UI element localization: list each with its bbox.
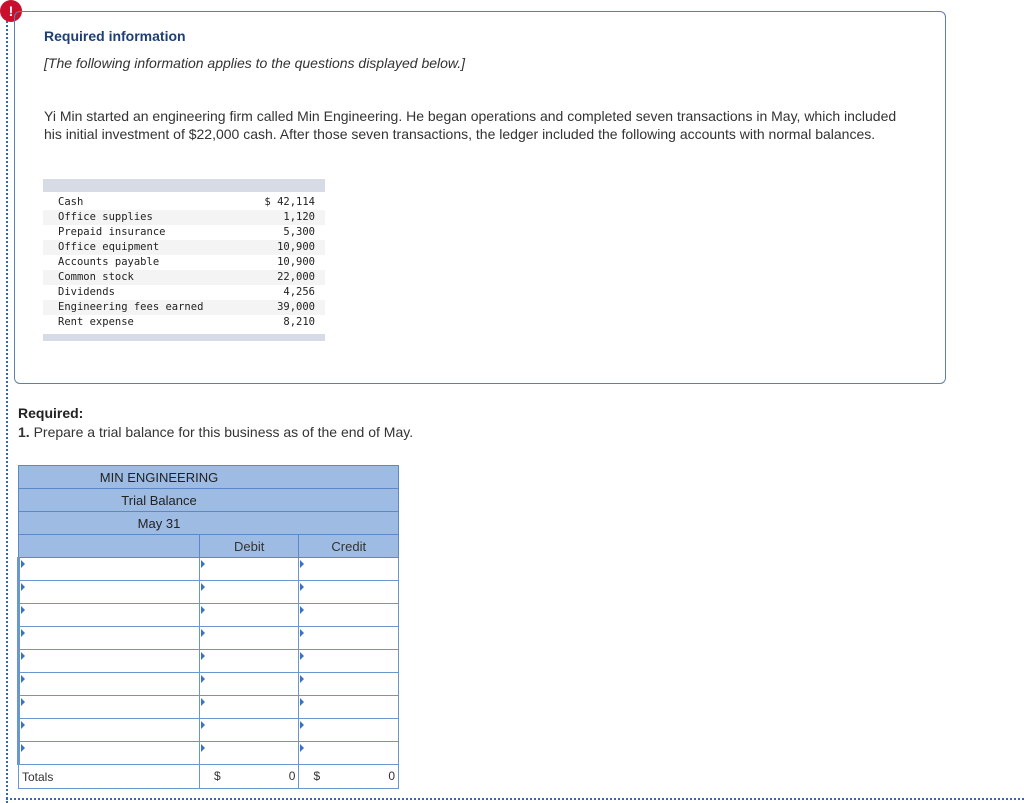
ledger-row xyxy=(43,285,325,300)
info-title: Required information xyxy=(44,28,186,44)
ledger-account-name: Office equipment xyxy=(58,241,160,253)
tb-header-fill xyxy=(299,489,399,512)
tb-entry-row xyxy=(19,581,399,604)
ledger-account-amount: 5,300 xyxy=(283,226,315,238)
ledger-row xyxy=(43,210,325,225)
ledger-account-name: Engineering fees earned xyxy=(58,301,204,313)
company-name-text: MIN ENGINEERING xyxy=(99,469,219,485)
debit-amount-input[interactable] xyxy=(199,673,299,696)
ledger-row xyxy=(43,195,325,210)
ledger-account-name: Accounts payable xyxy=(58,256,160,268)
totals-label: Totals xyxy=(19,765,200,789)
tb-entry-row xyxy=(19,604,399,627)
debit-amount-input[interactable] xyxy=(199,627,299,650)
ledger-row xyxy=(43,225,325,240)
account-name-input[interactable] xyxy=(19,719,200,742)
trial-balance-table xyxy=(17,465,399,789)
debit-currency-symbol: $ xyxy=(213,769,221,783)
credit-total-cell xyxy=(299,765,399,789)
debit-amount-input[interactable] xyxy=(199,604,299,627)
tb-entry-row xyxy=(19,650,399,673)
ledger-account-name: Rent expense xyxy=(58,316,134,328)
tb-entry-row xyxy=(19,627,399,650)
alert-icon: ! xyxy=(0,0,22,22)
account-name-input[interactable] xyxy=(19,581,200,604)
ledger-account-name: Common stock xyxy=(58,271,134,283)
ledger-account-amount: 39,000 xyxy=(277,301,315,313)
ledger-account-amount: 22,000 xyxy=(277,271,315,283)
tb-header-fill xyxy=(299,512,399,535)
required-number: 1. xyxy=(18,424,30,440)
account-name-input[interactable] xyxy=(19,742,200,765)
required-instruction-text: Prepare a trial balance for this business as of the end of May. xyxy=(29,424,414,440)
content-bottom-border xyxy=(6,798,1024,800)
ledger-account-amount: 10,900 xyxy=(277,256,315,268)
tb-entry-rows xyxy=(19,558,399,765)
credit-amount-input[interactable] xyxy=(299,558,399,581)
debit-amount-input[interactable] xyxy=(199,696,299,719)
credit-amount-input[interactable] xyxy=(299,581,399,604)
ledger-account-name: Dividends xyxy=(58,286,115,298)
required-instruction xyxy=(18,424,413,440)
tb-entry-row xyxy=(19,696,399,719)
credit-currency-symbol: $ xyxy=(313,769,321,783)
tb-account-column-header xyxy=(19,535,200,558)
statement-name-text: Trial Balance xyxy=(121,492,197,508)
tb-company-name xyxy=(19,466,299,489)
debit-amount-input[interactable] xyxy=(199,650,299,673)
tb-entry-row xyxy=(19,673,399,696)
account-name-input[interactable] xyxy=(19,696,200,719)
tb-header-fill xyxy=(299,466,399,489)
info-paragraph: Yi Min started an engineering firm called Min Engineering. He began operations and completed seven transactions in May, which included his initial investment of $22,000 cash. After those seven transactions, the ledger included the following accounts with normal balances. xyxy=(44,108,897,142)
ledger-account-amount: 4,256 xyxy=(283,286,315,298)
debit-amount-input[interactable] xyxy=(199,558,299,581)
ledger-bottom-bar xyxy=(43,334,325,341)
ledger-account-amount: $ 42,114 xyxy=(264,196,315,208)
debit-amount-input[interactable] xyxy=(199,719,299,742)
account-name-input[interactable] xyxy=(19,650,200,673)
credit-amount-input[interactable] xyxy=(299,719,399,742)
tb-entry-row xyxy=(19,558,399,581)
credit-amount-input[interactable] xyxy=(299,650,399,673)
ledger-table xyxy=(43,179,325,341)
tb-debit-column-header: Debit xyxy=(199,535,299,558)
ledger-top-bar xyxy=(43,179,325,192)
ledger-row xyxy=(43,240,325,255)
ledger-row xyxy=(43,255,325,270)
debit-total-cell xyxy=(199,765,299,789)
credit-amount-input[interactable] xyxy=(299,627,399,650)
debit-total-value: 0 xyxy=(288,769,296,783)
ledger-account-amount: 8,210 xyxy=(283,316,315,328)
account-name-input[interactable] xyxy=(19,558,200,581)
ledger-row xyxy=(43,300,325,315)
ledger-account-name: Office supplies xyxy=(58,211,153,223)
credit-amount-input[interactable] xyxy=(299,696,399,719)
debit-amount-input[interactable] xyxy=(199,581,299,604)
debit-amount-input[interactable] xyxy=(199,742,299,765)
tb-statement-name xyxy=(19,489,299,512)
ledger-row xyxy=(43,315,325,330)
account-name-input[interactable] xyxy=(19,627,200,650)
tb-credit-column-header: Credit xyxy=(299,535,399,558)
credit-amount-input[interactable] xyxy=(299,673,399,696)
ledger-account-name: Cash xyxy=(58,196,84,208)
credit-amount-input[interactable] xyxy=(299,742,399,765)
credit-total-value: 0 xyxy=(388,769,395,783)
content-left-border xyxy=(6,10,8,803)
credit-amount-input[interactable] xyxy=(299,604,399,627)
account-name-input[interactable] xyxy=(19,673,200,696)
tb-entry-row xyxy=(19,719,399,742)
ledger-row xyxy=(43,270,325,285)
ledger-rows xyxy=(43,195,325,330)
required-heading: Required: xyxy=(18,405,84,421)
tb-entry-row xyxy=(19,742,399,765)
ledger-account-amount: 10,900 xyxy=(277,241,315,253)
info-subtitle: [The following information applies to the questions displayed below.] xyxy=(44,55,466,71)
account-name-input[interactable] xyxy=(19,604,200,627)
date-text: May 31 xyxy=(137,515,181,531)
tb-date xyxy=(19,512,299,535)
ledger-account-name: Prepaid insurance xyxy=(58,226,166,238)
ledger-account-amount: 1,120 xyxy=(283,211,315,223)
